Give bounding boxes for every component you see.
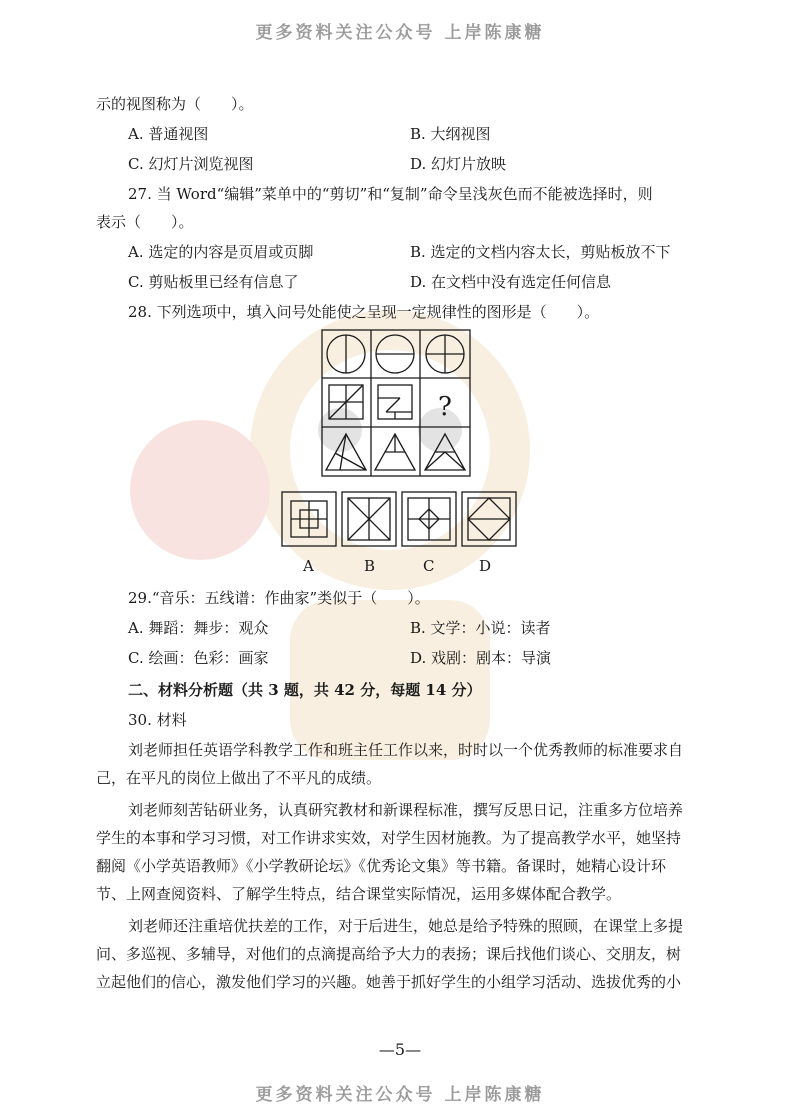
q29-stem: 29.“音乐：五线谱：作曲家”类似于（ ）。 <box>128 589 430 607</box>
q29-option-c: C. 绘画：色彩：画家 <box>128 649 269 667</box>
q26-option-b: B. 大纲视图 <box>410 125 491 143</box>
cell-triangle-3 <box>425 434 465 470</box>
q29-option-a: A. 舞蹈：舞步：观众 <box>128 619 269 637</box>
cell-triangle-1 <box>326 434 366 470</box>
paragraph-line: 刘老师刻苦钻研业务，认真研究教材和新课程标准，撰写反思日记，注重多方位培养 <box>128 801 684 819</box>
q27-stem-line2: 表示（ ）。 <box>96 213 194 231</box>
q26-stem-tail: 示的视图称为（ ）。 <box>96 95 254 113</box>
q26-option-c: C. 幻灯片浏览视图 <box>128 155 254 173</box>
q28-label-b: B <box>364 557 376 575</box>
cell-triangle-2 <box>375 434 415 470</box>
paragraph-line: 己，在平凡的岗位上做出了不平凡的成绩。 <box>96 769 382 787</box>
q28-label-c: C <box>423 557 435 575</box>
paragraph-line: 节、上网查阅资料、了解学生特点，结合课堂实际情况，运用多媒体配合教学。 <box>96 885 622 903</box>
option-a-figure <box>282 492 336 546</box>
q28-label-d: D <box>479 557 492 575</box>
q27-stem-line1: 27. 当 Word“编辑”菜单中的“剪切”和“复制”命令呈浅灰色而不能被选择时，则 <box>128 185 653 203</box>
cell-circle-cross <box>426 335 464 373</box>
q27-option-c: C. 剪贴板里已经有信息了 <box>128 273 299 291</box>
q27-option-a: A. 选定的内容是页眉或页脚 <box>128 243 314 261</box>
q28-option-figures <box>280 488 520 552</box>
option-b-figure <box>342 492 396 546</box>
question-mark: ? <box>438 392 452 422</box>
q28-figure-grid <box>320 328 472 478</box>
footer-banner: 更多资料关注公众号 上岸陈康糖 <box>255 1085 545 1105</box>
paragraph-line: 学生的本事和学习习惯，对工作讲求实效，对学生因材施教。为了提高教学水平，她坚持 <box>96 829 682 847</box>
option-c-figure <box>402 492 456 546</box>
q29-option-d: D. 戏剧：剧本：导演 <box>410 649 552 667</box>
q28-stem: 28. 下列选项中，填入问号处能使之呈现一定规律性的图形是（ ）。 <box>128 303 600 321</box>
q27-option-d: D. 在文档中没有选定任何信息 <box>410 273 612 291</box>
paragraph-line: 刘老师担任英语学科教学工作和班主任工作以来，时时以一个优秀教师的标准要求自 <box>128 741 684 759</box>
section-title: 二、材料分析题（共 3 题，共 42 分，每题 14 分） <box>128 681 482 699</box>
q29-option-b: B. 文学：小说：读者 <box>410 619 551 637</box>
page-number: —5— <box>378 1040 422 1059</box>
paragraph-line: 立起他们的信心，激发他们学习的兴趣。她善于抓好学生的小组学习活动、选拔优秀的小 <box>96 973 682 991</box>
paragraph-line: 翻阅《小学英语教师》《小学教研论坛》《优秀论文集》等书籍。备课时，她精心设计环 <box>96 857 667 875</box>
cell-square-lines-2 <box>378 385 412 419</box>
header-banner: 更多资料关注公众号 上岸陈康糖 <box>255 23 545 43</box>
cell-circle-vertical <box>327 335 365 373</box>
q26-option-a: A. 普通视图 <box>128 125 209 143</box>
q27-option-b: B. 选定的文档内容太长，剪贴板放不下 <box>410 243 671 261</box>
cell-circle-horizontal <box>376 335 414 373</box>
paragraph-line: 问、多巡视、多辅导，对他们的点滴提高给予大力的表扬；课后找他们谈心、交朋友，树 <box>96 945 682 963</box>
q26-option-d: D. 幻灯片放映 <box>410 155 507 173</box>
option-d-figure <box>462 492 516 546</box>
paragraph-line: 刘老师还注重培优扶差的工作，对于后进生，她总是给予特殊的照顾，在课堂上多提 <box>128 917 684 935</box>
cell-square-lines-1 <box>329 385 363 419</box>
q30-label: 30. 材料 <box>128 711 187 729</box>
q28-label-a: A <box>303 557 314 575</box>
